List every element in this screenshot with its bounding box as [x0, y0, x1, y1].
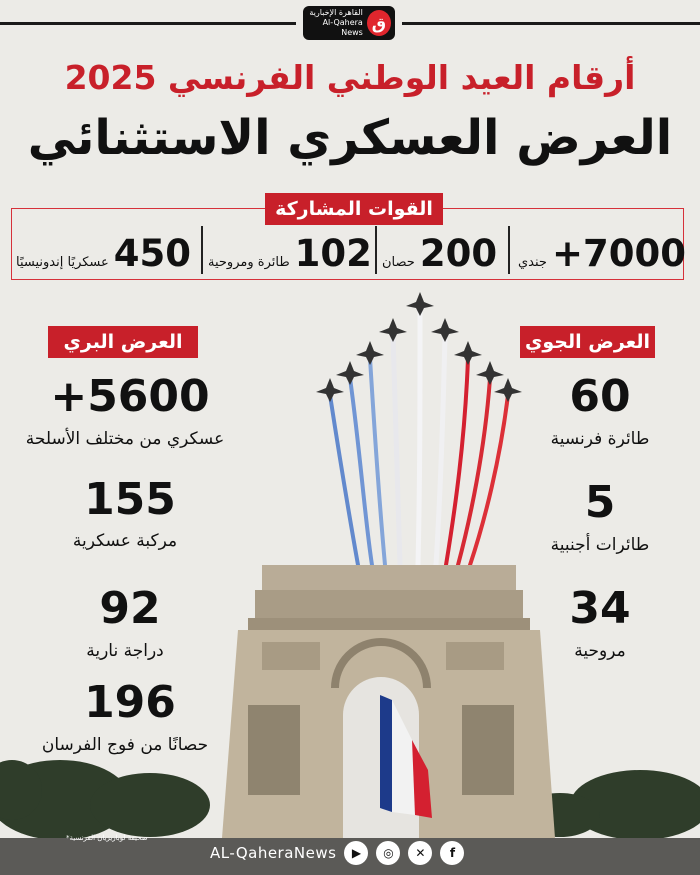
youtube-icon[interactable]: ▶	[344, 841, 368, 865]
land-stat-label: عسكري من مختلف الأسلحة	[25, 429, 225, 449]
force-number: 200	[419, 232, 498, 275]
logo-arabic: القاهرة الإخبارية	[309, 8, 363, 17]
force-label: طائرة ومروحية	[208, 255, 290, 270]
air-stat-number: 60	[569, 371, 631, 422]
air-stat-label: طائرة فرنسية	[550, 429, 650, 449]
force-label: حصان	[382, 255, 415, 270]
divider	[375, 226, 377, 274]
footer-brand: AL-QaheraNews	[210, 844, 337, 862]
air-stat-number: 34	[569, 583, 631, 634]
force-number: 102	[294, 232, 372, 275]
force-number: 450	[113, 232, 192, 275]
forces-label: القوات المشاركة	[265, 193, 443, 225]
land-stat-label: حصانًا من فوج الفرسان	[41, 735, 209, 755]
land-stat-label: دراجة نارية	[86, 641, 164, 661]
air-section-label: العرض الجوي	[520, 326, 655, 358]
smoke-trails	[330, 312, 508, 565]
air-stat-number: 5	[584, 477, 616, 528]
facebook-icon[interactable]: f	[440, 841, 464, 865]
header-line-right	[402, 22, 700, 25]
force-item-indonesian	[16, 228, 191, 276]
instagram-icon[interactable]: ◎	[376, 841, 400, 865]
land-stat-label: مركبة عسكرية	[72, 531, 178, 551]
force-item-horses	[382, 228, 497, 276]
footer-bar	[210, 838, 500, 868]
divider	[508, 226, 510, 274]
x-icon[interactable]: ✕	[408, 841, 432, 865]
land-stat-number: +5600	[50, 371, 210, 422]
photo-credit: صحيفة لوباريزيان الفرنسية*	[66, 834, 148, 842]
land-stat-number: 155	[84, 474, 176, 525]
land-stat-number: 196	[84, 677, 176, 728]
title-line-2: العرض العسكري الاستثنائي	[27, 110, 673, 166]
logo-english: Al-Qahera News	[322, 18, 363, 37]
divider	[201, 226, 203, 274]
air-stat-label: طائرات أجنبية	[550, 535, 650, 555]
header-line-left	[0, 22, 296, 25]
air-stat-label: مروحية	[574, 641, 626, 661]
force-label: جندي	[518, 255, 547, 270]
force-number: +7000	[551, 232, 686, 275]
arc-de-triomphe	[222, 565, 555, 838]
land-stat-number: 92	[99, 583, 161, 634]
force-item-soldiers	[518, 228, 686, 276]
title-line-1: أرقام العيد الوطني الفرنسي 2025	[64, 58, 636, 97]
channel-logo	[303, 6, 395, 40]
force-label: عسكريًا إندونيسيًا	[16, 255, 109, 270]
land-section-label: العرض البري	[48, 326, 198, 358]
force-item-aircraft	[208, 228, 372, 276]
logo-mark: ق	[367, 10, 391, 36]
